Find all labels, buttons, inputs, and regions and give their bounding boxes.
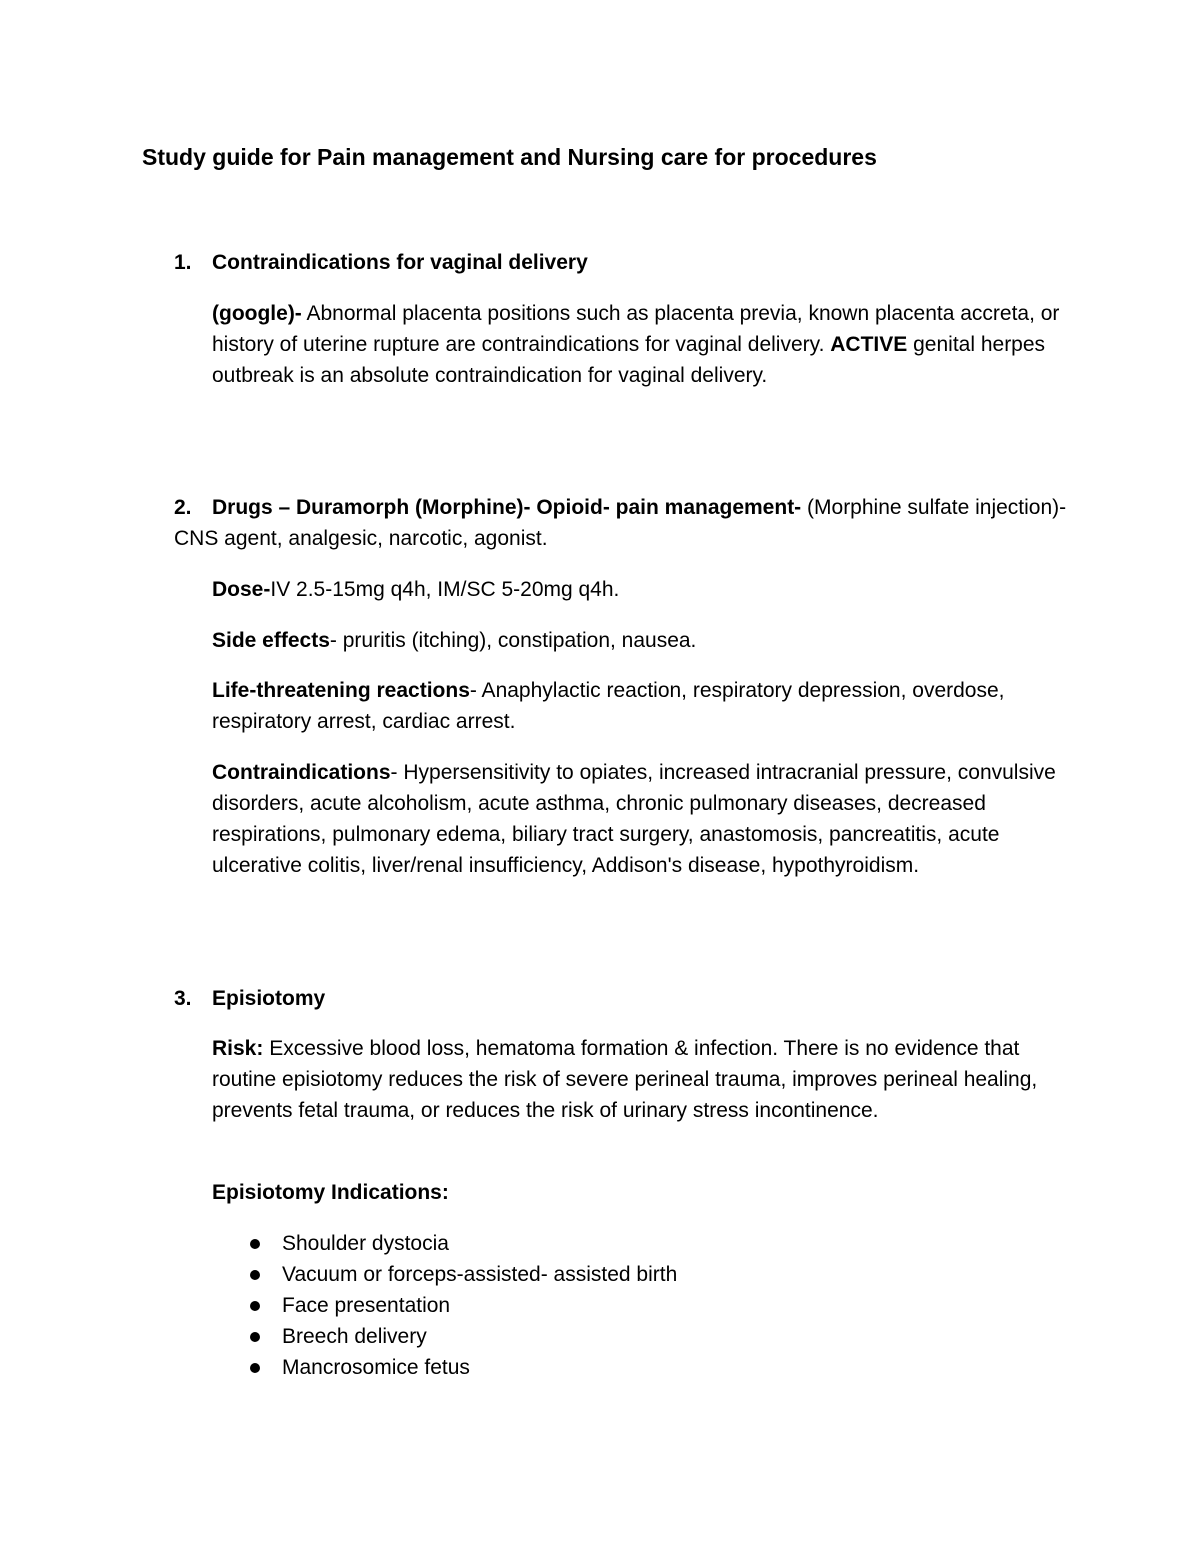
list-item (212, 1352, 677, 1383)
section-3-number: 3. (174, 987, 192, 1010)
source-label: (google)- (212, 302, 302, 325)
side-effects-paragraph (212, 625, 1072, 656)
section-2-heading (174, 492, 1072, 554)
list-item-text: Shoulder dystocia (282, 1232, 449, 1255)
risk-text: Excessive blood loss, hematoma formation & infection. There is no evidence that routine episiotomy reduces the risk of severe perineal trauma, improves perineal healing, prevents fetal trauma, or reduces the risk of urinary stress incontinence. (212, 1037, 1038, 1122)
list-item-text: Breech delivery (282, 1325, 427, 1348)
section-2-number: 2. (174, 496, 192, 519)
bullet-icon (250, 1332, 260, 1342)
bullet-icon (250, 1239, 260, 1249)
section-1-text-2: genital herpes outbreak is an absolute contraindication for vaginal delivery. (212, 333, 1046, 387)
list-item (212, 1259, 677, 1290)
section-1-title: Contraindications for vaginal delivery (212, 251, 588, 274)
list-item-text: Mancrosomice fetus (282, 1356, 470, 1379)
contraindications-label: Contraindications (212, 761, 391, 784)
list-item-text: Vacuum or forceps-assisted- assisted birth (282, 1263, 678, 1286)
risk-label: Risk: (212, 1037, 264, 1060)
page-title: Study guide for Pain management and Nursing care for procedures (142, 144, 877, 170)
bullet-icon (250, 1270, 260, 1280)
section-3-heading (174, 983, 325, 1014)
section-1-heading (174, 247, 588, 278)
bullet-icon (250, 1301, 260, 1311)
dose-paragraph (212, 574, 1072, 605)
contraindications-text: - Hypersensitivity to opiates, increased intracranial pressure, convulsive disorders, acute alcoholism, acute asthma, chronic pulmonary diseases, decreased respirations, pulmonary edema, biliary tract surgery, anastomosis, pancreatitis, acute ulcerative colitis, liver/renal insufficiency, Addison's disease, hypothyroidism. (212, 761, 1056, 877)
section-1-paragraph (212, 298, 1072, 391)
list-item-text: Face presentation (282, 1294, 451, 1317)
list-item (212, 1290, 677, 1321)
risk-paragraph (212, 1033, 1042, 1126)
bullet-icon (250, 1363, 260, 1373)
side-effects-text: - pruritis (itching), constipation, nausea. (329, 629, 697, 652)
dose-text: IV 2.5-15mg q4h, IM/SC 5-20mg q4h. (270, 578, 620, 601)
side-effects-label: Side effects (212, 629, 330, 652)
section-1-number: 1. (174, 251, 192, 274)
indications-label: Episiotomy Indications: (212, 1181, 449, 1204)
list-item (212, 1228, 677, 1259)
active-label: ACTIVE (830, 333, 908, 356)
section-2-title: Drugs – Duramorph (Morphine)- Opioid- pain management- (212, 496, 802, 519)
section-3-title: Episiotomy (212, 987, 326, 1010)
contraindications-paragraph (212, 757, 1062, 881)
section-1-text: Abnormal placenta positions such as placenta previa, known placenta accreta, or history of uterine rupture are contraindications for vaginal delivery. (212, 302, 1060, 356)
life-threatening-text: - Anaphylactic reaction, respiratory depression, overdose, respiratory arrest, cardiac arrest. (212, 679, 1005, 733)
life-threatening-label: Life-threatening reactions (212, 679, 470, 702)
indications-paragraph (212, 1177, 1072, 1208)
list-item (212, 1321, 677, 1352)
indications-list (212, 1228, 677, 1383)
life-threatening-paragraph (212, 675, 1052, 737)
dose-label: Dose- (212, 578, 271, 601)
section-2-title-rest: (Morphine sulfate injection)- CNS agent, analgesic, narcotic, agonist. (174, 496, 1067, 550)
